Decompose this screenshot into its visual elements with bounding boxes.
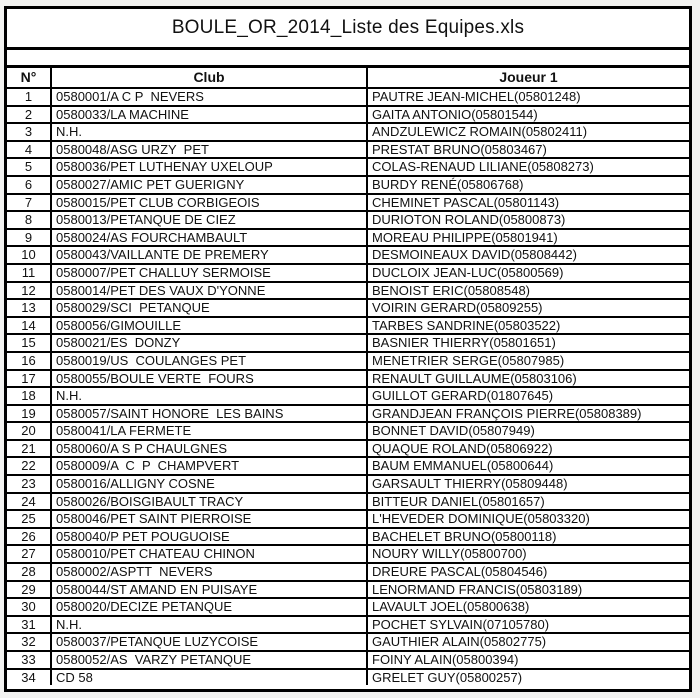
table-row [7, 317, 689, 335]
column-header-club: Club [51, 68, 367, 88]
row-number-cell: 11 [7, 264, 51, 282]
row-number-cell: 14 [7, 317, 51, 335]
table-row [7, 229, 689, 247]
column-header-joueur: Joueur 1 [367, 68, 689, 88]
table-row [7, 352, 689, 370]
joueur-cell: NOURY WILLY(05800700) [367, 545, 689, 563]
table-row [7, 106, 689, 124]
row-number-cell: 6 [7, 176, 51, 194]
club-cell: 0580056/GIMOUILLE [51, 317, 367, 335]
club-cell: 0580010/PET CHATEAU CHINON [51, 545, 367, 563]
joueur-cell: MOREAU PHILIPPE(05801941) [367, 229, 689, 247]
joueur-cell: POCHET SYLVAIN(07105780) [367, 616, 689, 634]
table-row [7, 88, 689, 106]
club-cell: 0580044/ST AMAND EN PUISAYE [51, 581, 367, 599]
joueur-cell: GUILLOT GERARD(01807645) [367, 387, 689, 405]
club-cell: 0580048/ASG URZY PET [51, 141, 367, 159]
joueur-cell: GAITA ANTONIO(05801544) [367, 106, 689, 124]
joueur-cell: DESMOINEAUX DAVID(05808442) [367, 246, 689, 264]
table-row [7, 387, 689, 405]
row-number-cell: 9 [7, 229, 51, 247]
club-cell: 0580024/AS FOURCHAMBAULT [51, 229, 367, 247]
joueur-cell: LAVAULT JOEL(05800638) [367, 598, 689, 616]
joueur-cell: COLAS-RENAUD LILIANE(05808273) [367, 158, 689, 176]
row-number-cell: 21 [7, 440, 51, 458]
row-number-cell: 1 [7, 88, 51, 106]
joueur-cell: FOINY ALAIN(05800394) [367, 651, 689, 669]
table-row [7, 405, 689, 423]
table-row [7, 616, 689, 634]
club-cell: 0580037/PETANQUE LUZYCOISE [51, 633, 367, 651]
table-row [7, 158, 689, 176]
document-title-box [7, 9, 689, 50]
header-row [7, 68, 689, 88]
row-number-cell: 16 [7, 352, 51, 370]
joueur-cell: DREURE PASCAL(05804546) [367, 563, 689, 581]
joueur-cell: VOIRIN GERARD(05809255) [367, 299, 689, 317]
row-number-cell: 8 [7, 211, 51, 229]
table-row [7, 563, 689, 581]
table-row [7, 510, 689, 528]
joueur-cell: DUCLOIX JEAN-LUC(05800569) [367, 264, 689, 282]
joueur-cell: CHEMINET PASCAL(05801143) [367, 194, 689, 212]
row-number-cell: 17 [7, 370, 51, 388]
joueur-cell: BURDY RENÉ(05806768) [367, 176, 689, 194]
joueur-cell: PRESTAT BRUNO(05803467) [367, 141, 689, 159]
club-cell: 0580026/BOISGIBAULT TRACY [51, 493, 367, 511]
table-row [7, 211, 689, 229]
table-row [7, 440, 689, 458]
table-row [7, 141, 689, 159]
row-number-cell: 7 [7, 194, 51, 212]
table-row [7, 422, 689, 440]
row-number-cell: 25 [7, 510, 51, 528]
joueur-cell: GRANDJEAN FRANÇOIS PIERRE(05808389) [367, 405, 689, 423]
row-number-cell: 2 [7, 106, 51, 124]
club-cell: 0580060/A S P CHAULGNES [51, 440, 367, 458]
club-cell: 0580002/ASPTT NEVERS [51, 563, 367, 581]
row-number-cell: 31 [7, 616, 51, 634]
joueur-cell: BITTEUR DANIEL(05801657) [367, 493, 689, 511]
club-cell: N.H. [51, 387, 367, 405]
table-row [7, 194, 689, 212]
row-number-cell: 20 [7, 422, 51, 440]
joueur-cell: GARSAULT THIERRY(05809448) [367, 475, 689, 493]
row-number-cell: 5 [7, 158, 51, 176]
club-cell: 0580009/A C P CHAMPVERT [51, 457, 367, 475]
table-row [7, 282, 689, 300]
table-row [7, 457, 689, 475]
table-row [7, 123, 689, 141]
club-cell: 0580007/PET CHALLUY SERMOISE [51, 264, 367, 282]
table-row [7, 264, 689, 282]
row-number-cell: 3 [7, 123, 51, 141]
table-row [7, 633, 689, 651]
table-row [7, 493, 689, 511]
joueur-cell: QUAQUE ROLAND(05806922) [367, 440, 689, 458]
club-cell: N.H. [51, 616, 367, 634]
joueur-cell: BASNIER THIERRY(05801651) [367, 334, 689, 352]
club-cell: 0580046/PET SAINT PIERROISE [51, 510, 367, 528]
club-cell: 0580052/AS VARZY PETANQUE [51, 651, 367, 669]
table-row [7, 651, 689, 669]
joueur-cell: RENAULT GUILLAUME(05803106) [367, 370, 689, 388]
joueur-cell: L'HEVEDER DOMINIQUE(05803320) [367, 510, 689, 528]
row-number-cell: 10 [7, 246, 51, 264]
teams-table [7, 68, 689, 685]
table-row [7, 581, 689, 599]
table-row [7, 475, 689, 493]
row-number-cell: 30 [7, 598, 51, 616]
club-cell: 0580016/ALLIGNY COSNE [51, 475, 367, 493]
row-number-cell: 24 [7, 493, 51, 511]
joueur-cell: DURIOTON ROLAND(05800873) [367, 211, 689, 229]
row-number-cell: 4 [7, 141, 51, 159]
row-number-cell: 29 [7, 581, 51, 599]
document-page [4, 6, 692, 692]
joueur-cell: BONNET DAVID(05807949) [367, 422, 689, 440]
row-number-cell: 15 [7, 334, 51, 352]
table-row [7, 370, 689, 388]
club-cell: 0580027/AMIC PET GUERIGNY [51, 176, 367, 194]
table-row [7, 299, 689, 317]
club-cell: 0580015/PET CLUB CORBIGEOIS [51, 194, 367, 212]
club-cell: N.H. [51, 123, 367, 141]
row-number-cell: 13 [7, 299, 51, 317]
empty-band [7, 50, 689, 68]
club-cell: 0580033/LA MACHINE [51, 106, 367, 124]
club-cell: 0580014/PET DES VAUX D'YONNE [51, 282, 367, 300]
joueur-cell: GRELET GUY(05800257) [367, 669, 689, 686]
club-cell: 0580040/P PET POUGUOISE [51, 528, 367, 546]
joueur-cell: BENOIST ERIC(05808548) [367, 282, 689, 300]
joueur-cell: MENETRIER SERGE(05807985) [367, 352, 689, 370]
club-cell: 0580036/PET LUTHENAY UXELOUP [51, 158, 367, 176]
club-cell: 0580029/SCI PETANQUE [51, 299, 367, 317]
row-number-cell: 28 [7, 563, 51, 581]
club-cell: 0580021/ES DONZY [51, 334, 367, 352]
row-number-cell: 26 [7, 528, 51, 546]
joueur-cell: GAUTHIER ALAIN(05802775) [367, 633, 689, 651]
row-number-cell: 12 [7, 282, 51, 300]
joueur-cell: BAUM EMMANUEL(05800644) [367, 457, 689, 475]
row-number-cell: 34 [7, 669, 51, 686]
row-number-cell: 18 [7, 387, 51, 405]
club-cell: 0580019/US COULANGES PET [51, 352, 367, 370]
row-number-cell: 22 [7, 457, 51, 475]
joueur-cell: TARBES SANDRINE(05803522) [367, 317, 689, 335]
table-row [7, 528, 689, 546]
joueur-cell: BACHELET BRUNO(05800118) [367, 528, 689, 546]
club-cell: 0580020/DECIZE PETANQUE [51, 598, 367, 616]
joueur-cell: PAUTRE JEAN-MICHEL(05801248) [367, 88, 689, 106]
joueur-cell: LENORMAND FRANCIS(05803189) [367, 581, 689, 599]
table-row [7, 334, 689, 352]
table-row [7, 545, 689, 563]
row-number-cell: 27 [7, 545, 51, 563]
club-cell: 0580055/BOULE VERTE FOURS [51, 370, 367, 388]
club-cell: 0580043/VAILLANTE DE PREMERY [51, 246, 367, 264]
club-cell: CD 58 [51, 669, 367, 686]
club-cell: 0580013/PETANQUE DE CIEZ [51, 211, 367, 229]
row-number-cell: 33 [7, 651, 51, 669]
row-number-cell: 19 [7, 405, 51, 423]
club-cell: 0580057/SAINT HONORE LES BAINS [51, 405, 367, 423]
club-cell: 0580041/LA FERMETE [51, 422, 367, 440]
row-number-cell: 32 [7, 633, 51, 651]
club-cell: 0580001/A C P NEVERS [51, 88, 367, 106]
joueur-cell: ANDZULEWICZ ROMAIN(05802411) [367, 123, 689, 141]
column-header-num: N° [7, 68, 51, 88]
document-title: BOULE_OR_2014_Liste des Equipes.xls [171, 17, 525, 38]
table-row [7, 598, 689, 616]
table-row [7, 669, 689, 686]
table-row [7, 176, 689, 194]
row-number-cell: 23 [7, 475, 51, 493]
table-row [7, 246, 689, 264]
